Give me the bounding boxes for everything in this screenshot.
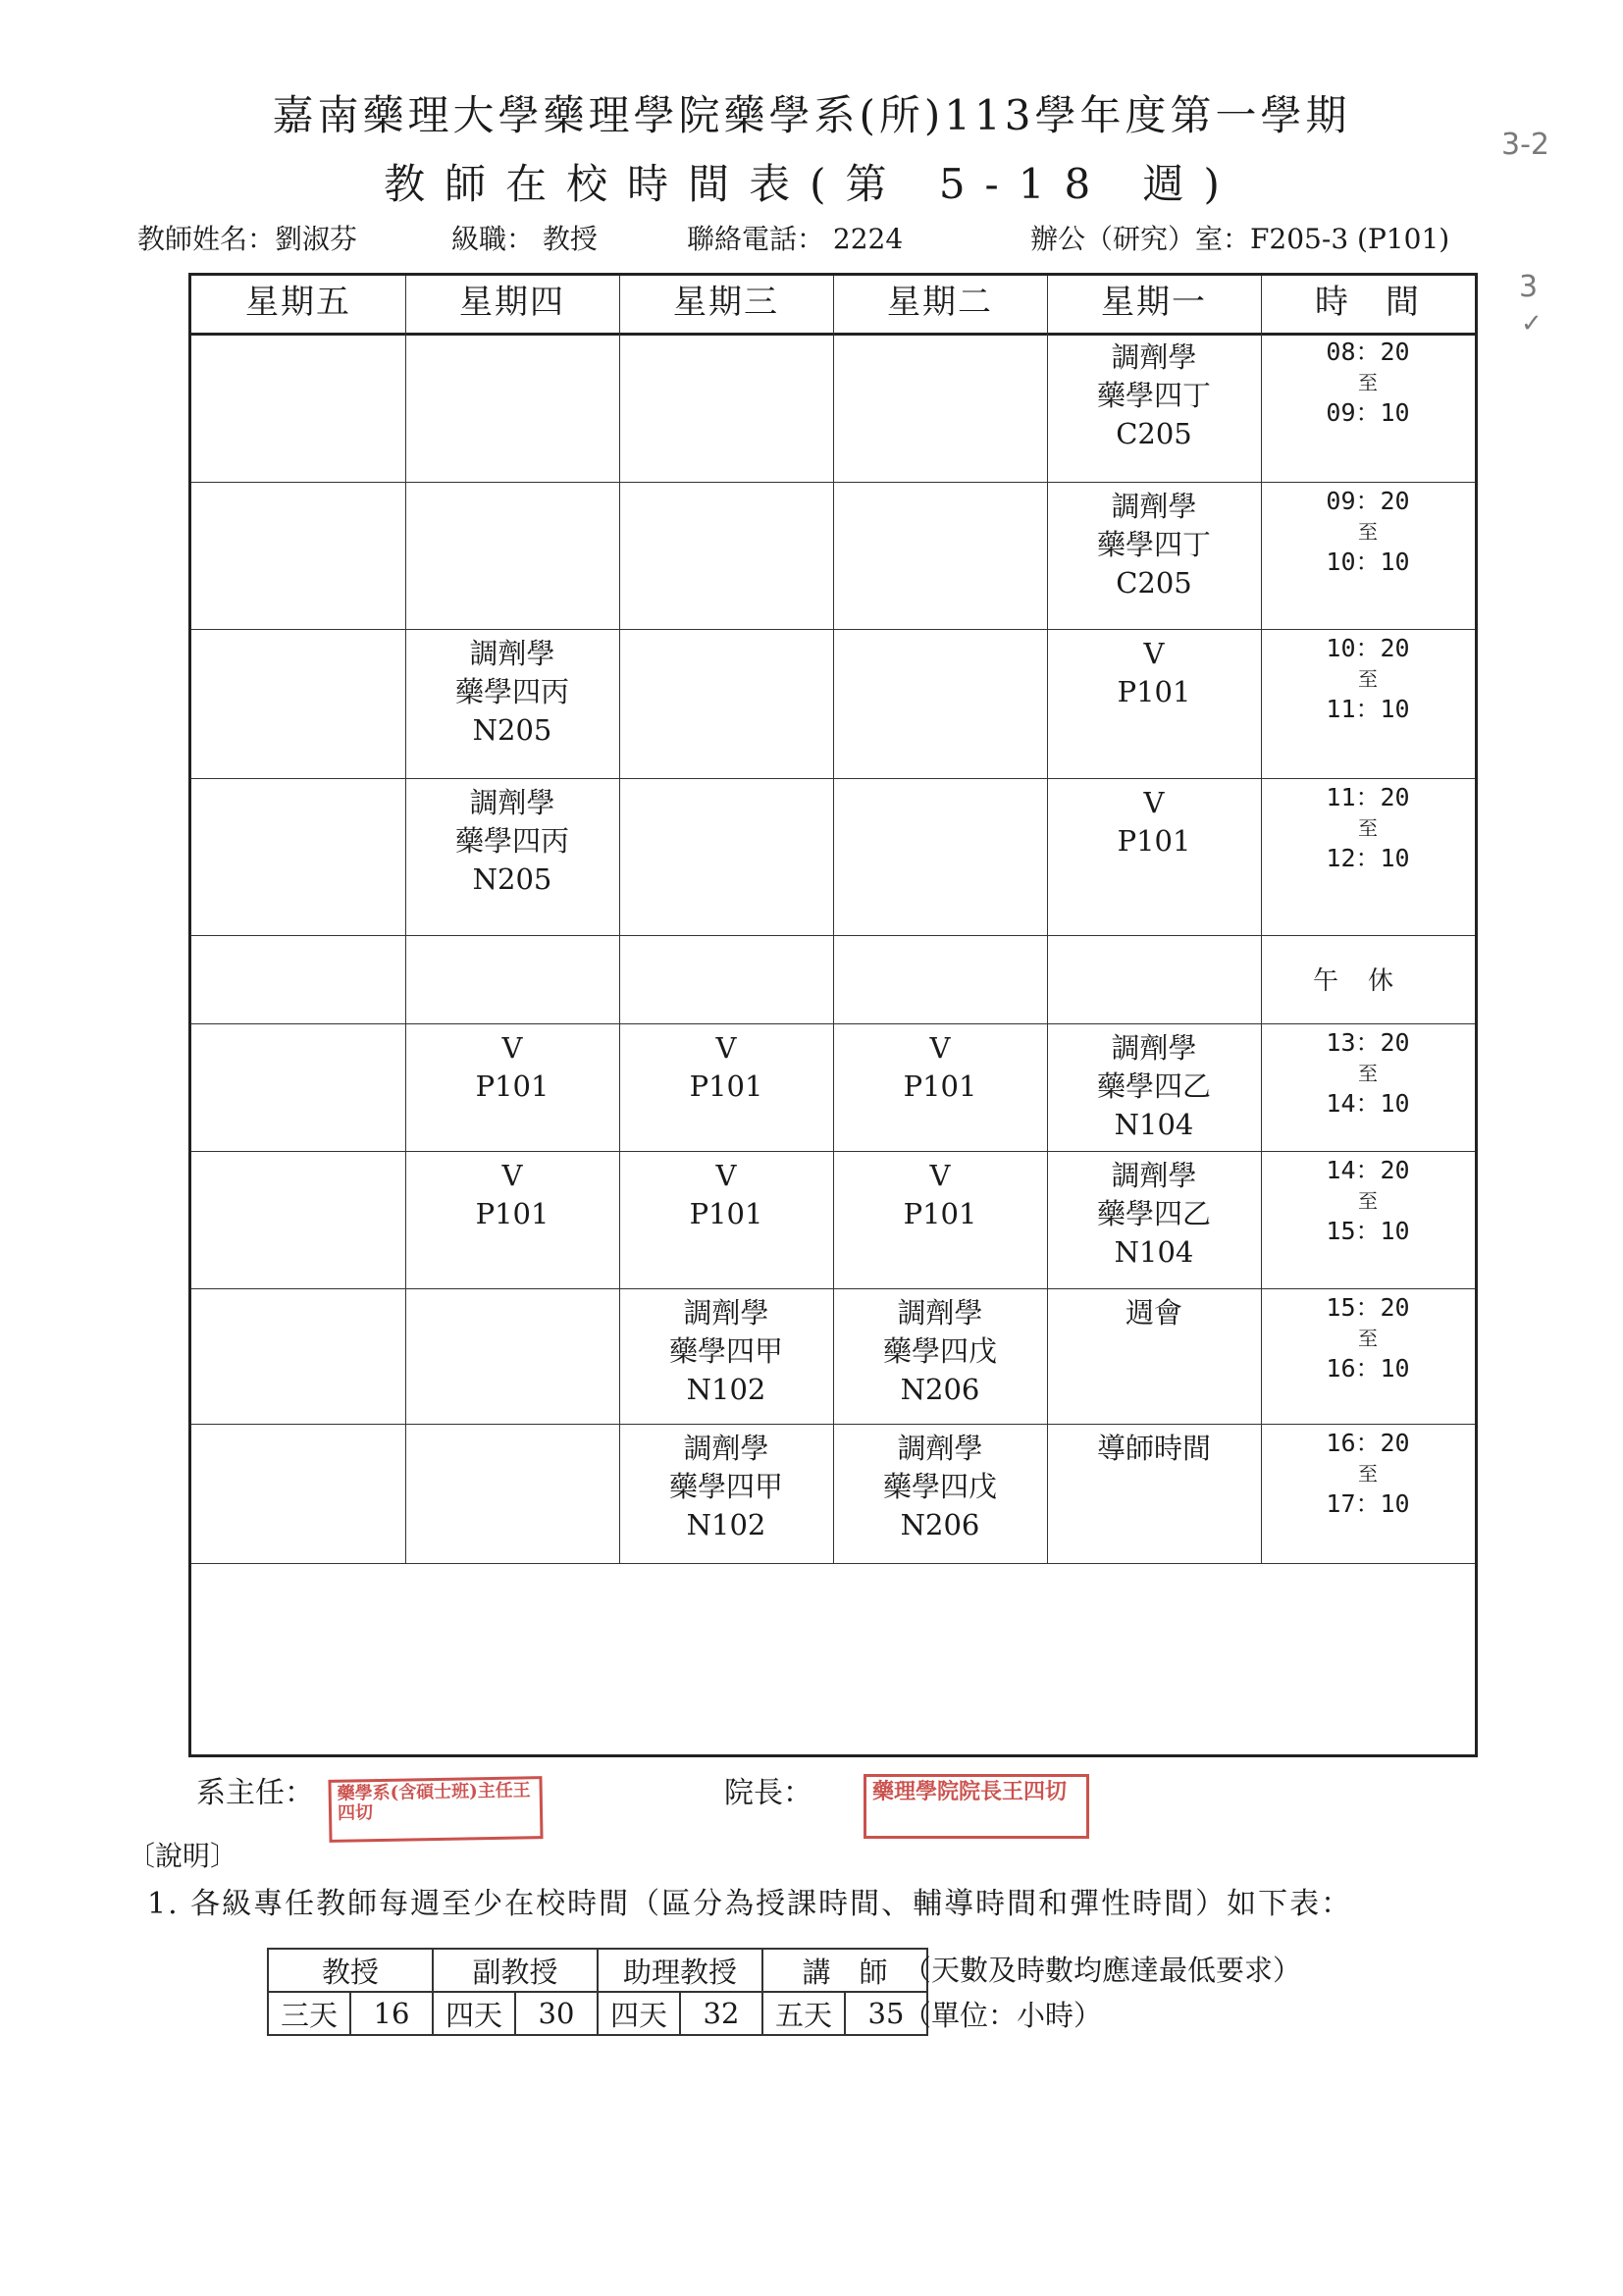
time-to: 至 (1358, 816, 1378, 840)
column-header: 星期五 (245, 283, 351, 322)
schedule-cell: 調劑學 藥學四甲 N102 (668, 1432, 783, 1541)
schedule-cell: V P101 (475, 1159, 550, 1230)
time-to: 至 (1358, 371, 1378, 394)
schedule-cell: V P101 (903, 1031, 977, 1103)
schedule-cell: 調劑學 藥學四丁 C205 (1096, 490, 1211, 600)
requirement-header-row (268, 1949, 927, 1992)
grid-column-divider (1047, 276, 1048, 1563)
column-header: 星期一 (1101, 283, 1207, 322)
professor-days: 三天 (268, 1992, 350, 2035)
time-to: 至 (1358, 1327, 1378, 1350)
column-header: 時 間 (1315, 283, 1421, 322)
schedule-cell: 週會 (1125, 1296, 1182, 1330)
schedule-cell: 調劑學 藥學四戊 N206 (882, 1296, 997, 1406)
time-end: 10：10 (1326, 548, 1410, 576)
requirement-remarks (903, 1948, 1301, 2038)
schedule-cell: 調劑學 藥學四丙 N205 (454, 637, 569, 747)
time-to: 至 (1358, 1462, 1378, 1486)
chair-stamp (328, 1776, 543, 1843)
time-slot (1261, 337, 1475, 429)
requirement-table (267, 1948, 928, 2036)
assistant-hours: 32 (680, 1992, 762, 2035)
associate-hours: 30 (515, 1992, 598, 2035)
time-start: 15：20 (1326, 1293, 1410, 1322)
schedule-cell: V P101 (903, 1159, 977, 1230)
time-slot (1261, 782, 1475, 874)
schedule-cell: 調劑學 藥學四甲 N102 (668, 1296, 783, 1406)
lunch-break-label: 午休 (1312, 966, 1423, 996)
schedule-cell: V P101 (689, 1159, 763, 1230)
teacher-office: 辦公（研究）室：F205-3 (P101) (1030, 223, 1450, 255)
time-end: 15：10 (1326, 1217, 1410, 1245)
time-end: 09：10 (1326, 398, 1410, 427)
time-start: 13：20 (1326, 1028, 1410, 1057)
schedule-cell: 調劑學 藥學四乙 N104 (1096, 1031, 1211, 1141)
dean-label: 院長： (724, 1776, 812, 1810)
header-assistant-professor: 助理教授 (598, 1949, 762, 1992)
handwritten-side-mark: 3 (1519, 270, 1539, 304)
time-end: 14：10 (1326, 1089, 1410, 1118)
schedule-cell: 調劑學 藥學四戊 N206 (882, 1432, 997, 1541)
time-end: 16：10 (1326, 1354, 1410, 1383)
time-end: 11：10 (1326, 695, 1410, 723)
column-header: 星期四 (459, 283, 565, 322)
time-start: 10：20 (1326, 634, 1410, 662)
handwritten-check-icon: ✓ (1521, 309, 1543, 339)
chair-stamp-text: 藥學系(含碩士班)主任王四切 (337, 1780, 531, 1824)
time-slot (1261, 1292, 1475, 1384)
notes-heading: 〔說明〕 (128, 1840, 238, 1872)
time-slot (1261, 1027, 1475, 1120)
lecturer-days: 五天 (762, 1992, 845, 2035)
time-start: 09：20 (1326, 487, 1410, 515)
time-to: 至 (1358, 1062, 1378, 1085)
schedule-cell: 調劑學 藥學四乙 N104 (1096, 1159, 1211, 1269)
time-start: 16：20 (1326, 1429, 1410, 1457)
time-slot (1261, 1155, 1475, 1247)
header-professor: 教授 (268, 1949, 433, 1992)
schedule-cell: 調劑學 藥學四丁 C205 (1096, 340, 1211, 450)
requirement-value-row (268, 1992, 927, 2035)
document-title: 嘉南藥理大學藥理學院藥學系(所)113學年度第一學期 (272, 91, 1351, 139)
chair-label: 系主任： (196, 1776, 314, 1810)
requirement-remark-2: （單位：小時） (903, 1999, 1103, 2032)
requirement-remark-1: （天數及時數均應達最低要求） (903, 1954, 1302, 1987)
column-header: 星期三 (673, 283, 779, 322)
schedule-cell: V P101 (1117, 637, 1191, 708)
schedule-table (188, 273, 1478, 1757)
time-start: 11：20 (1326, 783, 1410, 811)
notes-item-1: 1. 各級專任教師每週至少在校時間（區分為授課時間、輔導時間和彈性時間）如下表： (147, 1887, 1353, 1921)
time-slot (1261, 1428, 1475, 1520)
document-subtitle: 教師在校時間表(第 5-18 週) (384, 160, 1239, 208)
time-slot (1261, 486, 1475, 578)
time-to: 至 (1358, 520, 1378, 544)
teacher-info (137, 218, 1492, 257)
teacher-name: 教師姓名：劉淑芬 (137, 223, 358, 255)
schedule-cell: 導師時間 (1096, 1432, 1211, 1465)
time-end: 12：10 (1326, 844, 1410, 872)
teacher-phone: 聯絡電話： 2224 (687, 223, 904, 255)
time-slot (1261, 633, 1475, 725)
schedule-cell: 調劑學 藥學四丙 N205 (454, 786, 569, 896)
time-start: 14：20 (1326, 1156, 1410, 1184)
time-to: 至 (1358, 1189, 1378, 1213)
grid-column-divider (405, 276, 406, 1563)
dean-stamp (864, 1774, 1089, 1839)
header-associate-professor: 副教授 (433, 1949, 598, 1992)
dean-stamp-text: 藥理學院院長王四切 (872, 1779, 1068, 1804)
lecturer-hours: 35 (845, 1992, 927, 2035)
column-header: 星期二 (887, 283, 993, 322)
assistant-days: 四天 (598, 1992, 680, 2035)
time-end: 17：10 (1326, 1489, 1410, 1518)
associate-days: 四天 (433, 1992, 515, 2035)
header-lecturer: 講 師 (762, 1949, 927, 1992)
handwritten-corner-mark: 3-2 (1501, 128, 1549, 162)
schedule-cell: V P101 (689, 1031, 763, 1103)
time-to: 至 (1358, 667, 1378, 691)
schedule-cell: V P101 (475, 1031, 550, 1103)
grid-row-divider (191, 1563, 1475, 1564)
schedule-cell: V P101 (1117, 786, 1191, 858)
professor-hours: 16 (350, 1992, 433, 2035)
teacher-rank: 級職： 教授 (451, 223, 598, 255)
time-start: 08：20 (1326, 338, 1410, 366)
